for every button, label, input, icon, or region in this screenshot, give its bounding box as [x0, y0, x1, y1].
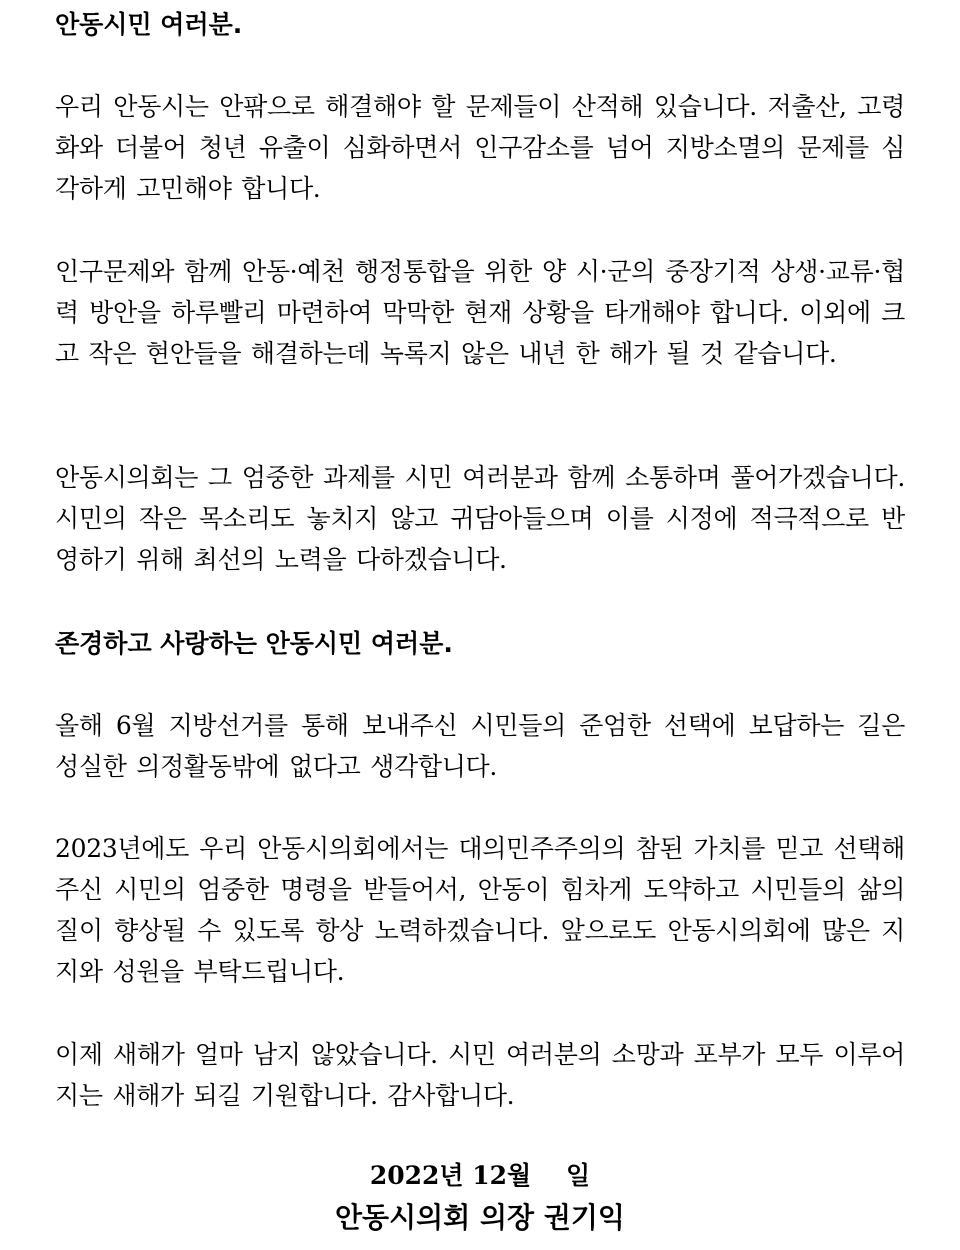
paragraph-council-commitment: 안동시의회는 그 엄중한 과제를 시민 여러분과 함께 소통하며 풀어가겠습니다. 시민의 작은 목소리도 놓치지 않고 귀담아들으며 이를 시정에 적극적으로 반영하기 위해 최선의 노력을 다하겠습니다. [55, 463, 905, 574]
paragraph-new-year-wishes: 이제 새해가 얼마 남지 않았습니다. 시민 여러분의 소망과 포부가 모두 이루어지는 새해가 되길 기원합니다. 감사합니다. [55, 1040, 905, 1110]
paragraph-population-issues: 우리 안동시는 안팎으로 해결해야 할 문제들이 산적해 있습니다. 저출산, 고령화와 더불어 청년 유출이 심화하면서 인구감소를 넘어 지방소멸의 문제를 심각하게 고민해야 합니다. [55, 92, 905, 203]
paragraph-administrative-integration: 인구문제와 함께 안동·예천 행정통합을 위한 양 시·군의 중장기적 상생·교류·협력 방안을 하루빨리 마련하여 막막한 현재 상황을 타개해야 합니다. 이외에 크고 작은 현안들을 해결하는데 녹록지 않은 내년 한 해가 될 것 같습니다. [55, 257, 905, 368]
letter-date: 2022년 12월 일 [369, 1161, 591, 1190]
signature-name: 안동시의회 의장 권기익 [335, 1201, 625, 1234]
paragraph-election-response: 올해 6월 지방선거를 통해 보내주신 시민들의 준엄한 선택에 보답하는 길은 성실한 의정활동밖에 없다고 생각합니다. [55, 711, 905, 781]
respectful-greeting-heading: 존경하고 사랑하는 안동시민 여러분. [55, 629, 453, 658]
greeting-heading: 안동시민 여러분. [55, 10, 243, 39]
paragraph-2023-pledge: 2023년에도 우리 안동시의회에서는 대의민주주의의 참된 가치를 믿고 선택해주신 시민의 엄중한 명령을 받들어서, 안동이 힘차게 도약하고 시민들의 삶의 질이 향상될 수 있도록 항상 노력하겠습니다. 앞으로도 안동시의회에 많은 지지와 성원을 부탁드립니다. [55, 834, 905, 986]
